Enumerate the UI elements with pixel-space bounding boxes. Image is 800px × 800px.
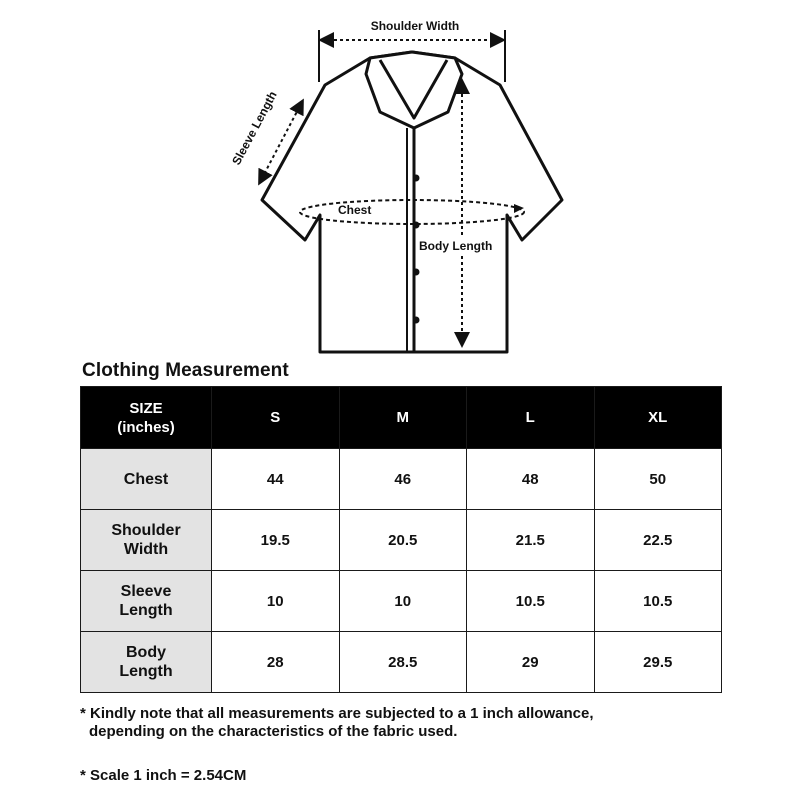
row-label-chest: Chest xyxy=(81,449,212,510)
shirt-outline xyxy=(262,52,562,352)
table-title: Clothing Measurement xyxy=(82,360,289,381)
table-cell: 29.5 xyxy=(594,632,722,693)
size-chart-table xyxy=(80,386,722,693)
table-cell: 44 xyxy=(212,449,340,510)
table-cell: 20.5 xyxy=(339,510,467,571)
row-label-sleeve-length: Sleeve Length xyxy=(81,571,212,632)
header-size-label: SIZE (inches) xyxy=(81,387,212,449)
table-cell: 22.5 xyxy=(594,510,722,571)
table-cell: 28.5 xyxy=(339,632,467,693)
table-cell: 19.5 xyxy=(212,510,340,571)
row-label-shoulder-width: Shoulder Width xyxy=(81,510,212,571)
table-row xyxy=(81,632,722,693)
table-cell: 29 xyxy=(467,632,595,693)
table-cell: 50 xyxy=(594,449,722,510)
table-cell: 28 xyxy=(212,632,340,693)
header-size-l: L xyxy=(467,387,595,449)
table-cell: 46 xyxy=(339,449,467,510)
shoulder-width-label: Shoulder Width xyxy=(370,19,460,33)
table-cell: 10 xyxy=(339,571,467,632)
table-header-row xyxy=(81,387,722,449)
allowance-note: * Kindly note that all measurements are subjected to a 1 inch allowance, xyxy=(80,705,594,722)
table-row xyxy=(81,449,722,510)
shirt-button xyxy=(413,175,420,182)
table-cell: 10.5 xyxy=(594,571,722,632)
shirt-button xyxy=(413,269,420,276)
row-label-body-length: Body Length xyxy=(81,632,212,693)
shirt-button xyxy=(413,317,420,324)
table-cell: 48 xyxy=(467,449,595,510)
table-row xyxy=(81,571,722,632)
allowance-note-continued: depending on the characteristics of the fabric used. xyxy=(89,723,458,740)
body-length-label: Body Length xyxy=(419,239,493,253)
table-cell: 10.5 xyxy=(467,571,595,632)
header-size-xl: XL xyxy=(594,387,722,449)
header-size-m: M xyxy=(339,387,467,449)
table-cell: 21.5 xyxy=(467,510,595,571)
shirt-button xyxy=(413,222,420,229)
sleeve-length-label: Sleeve Length xyxy=(229,88,280,168)
table-row xyxy=(81,510,722,571)
shirt-measurement-diagram xyxy=(0,0,800,360)
header-size-s: S xyxy=(212,387,340,449)
scale-note: * Scale 1 inch = 2.54CM xyxy=(80,767,247,784)
table-cell: 10 xyxy=(212,571,340,632)
chest-label: Chest xyxy=(338,203,372,217)
